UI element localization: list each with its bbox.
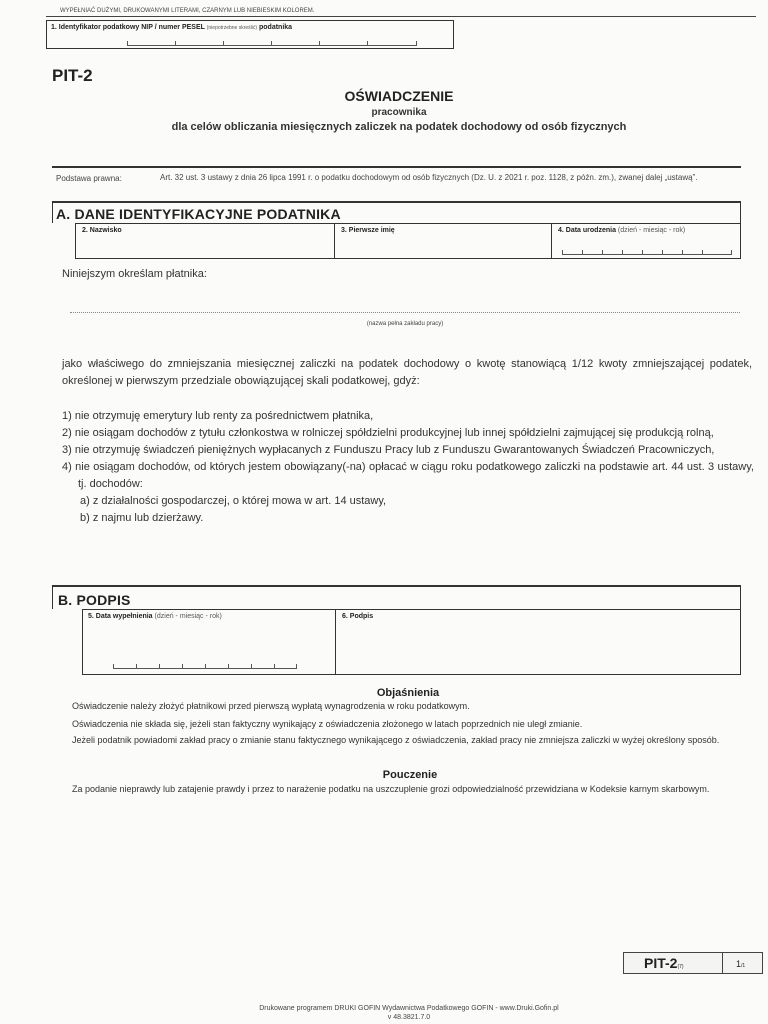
conditions-list [62,408,754,527]
top-rule [46,16,756,17]
birth-date-field[interactable] [551,223,741,259]
warning-title: Pouczenie [382,769,438,781]
surname-label: 2. Nazwisko [82,227,122,234]
form-subtitle: pracownika [371,107,427,118]
footer-printer: Drukowane programem DRUKI GOFIN Wydawnictwa Podatkowego GOFIN - www.Druki.Gofin.pl [259,1005,559,1012]
first-name-label: 3. Pierwsze imię [341,227,395,234]
condition-3: 3) nie otrzymuję świadczeń pieniężnych wypłacanych z Funduszu Pracy lub z Funduszu Gwarantowanych Świadczeń Pracowniczych, [62,444,715,456]
tax-id-entry-line [127,37,417,46]
employer-name-field[interactable] [70,312,740,313]
footer-form-version: (7) [677,964,684,970]
fill-instruction: WYPEŁNIAĆ DUŻYMI, DRUKOWANYMI LITERAMI, CZARNYM LUB NIEBIESKIM KOLOREM. [60,8,315,14]
condition-2: 2) nie osiągam dochodów z tytułu członkostwa w rolniczej spółdzielni produkcyjnej lub innej spółdzielni zajmującej się produkcją rolną, [62,427,714,439]
fill-date-hint: (dzień - miesiąc - rok) [154,613,222,620]
legal-basis-label: Podstawa prawna: [56,174,122,183]
surname-field[interactable] [75,223,335,259]
birth-date-label: 4. Data urodzenia [558,227,616,234]
birth-date-hint: (dzień - miesiąc - rok) [617,227,686,234]
fill-date-label: 5. Data wypełnienia [88,613,153,620]
tax-id-field[interactable] [46,20,454,49]
explanations-title: Objaśnienia [376,687,440,699]
employer-intro: Niniejszym określam płatnika: [62,268,207,280]
condition-4: 4) nie osiągam dochodów, od których jestem obowiązany(-na) opłacać w ciągu roku podatkowego zaliczki na podstawie art. 44 ust. 3 ustawy, tj. dochodów: [62,461,754,490]
explanations-body [72,700,754,747]
fill-date-entry-line [113,660,297,669]
condition-1: 1) nie otrzymuję emerytury lub renty za pośrednictwem płatnika, [62,410,374,422]
form-code: PIT-2 [52,66,93,85]
employer-hint: (nazwa pełna zakładu pracy) [366,321,444,327]
explanation-3: Jeżeli podatnik powiadomi zakład pracy o zmianie stanu faktycznego wynikającego z oświadczenia, zakład pracy nie zmniejsza zaliczki w wyżej określony sposób. [72,735,720,745]
section-a-title: A. DANE IDENTYFIKACYJNE PODATNIKA [56,206,341,222]
legal-basis-text: Art. 32 ust. 3 ustawy z dnia 26 lipca 1991 r. o podatku dochodowym od osób fizycznych (Dz. U. z 2021 r. poz. 1128, z późn. zm.), zwanej dalej „ustawą”. [160,173,698,182]
explanation-2: Oświadczenia nie składa się, jeżeli stan faktyczny wynikający z oświadczenia złożonego w latach poprzednich nie uległ zmianie. [72,719,583,729]
footer-form-code: PIT-2 [644,955,678,971]
first-name-field[interactable] [334,223,552,259]
footer-form-box [623,952,763,974]
signature-field[interactable] [335,609,741,675]
footer-page-total: /1 [741,963,746,969]
footer-page-number: 1 [736,959,742,969]
signature-label: 6. Podpis [342,613,374,620]
warning-text: Za podanie nieprawdy lub zatajenie prawdy i przez to narażenie podatku na uszczuplenie grozi odpowiedzialność przewidziana w Kodeksie karnym skarbowym. [72,784,710,794]
section-b-title: B. PODPIS [58,592,131,608]
declaration-text: jako właściwego do zmniejszania miesięcznej zaliczki na podatek dochodowy o kwotę stanowiącą 1/12 kwoty zmniejszającej podatek, określonej w pierwszym przedziale obowiązującej skali podatkowej, gdyż: [62,358,752,387]
condition-4a: a) z działalności gospodarczej, o której mowa w art. 14 ustawy, [80,495,387,507]
legal-basis-rule [52,166,741,168]
tax-id-hint: (niepotrzebne skreślić) [206,25,258,31]
form-purpose: dla celów obliczania miesięcznych zaliczek na podatek dochodowy od osób fizycznych [171,121,627,133]
tax-id-label: 1. Identyfikator podatkowy NIP / numer PESEL [51,24,205,31]
tax-id-suffix: podatnika [259,24,293,31]
explanation-1: Oświadczenie należy złożyć płatnikowi przed pierwszą wypłatą wynagrodzenia w roku podatkowym. [72,701,470,711]
fill-date-field[interactable] [82,609,336,675]
footer-version: v 48.3821.7.0 [387,1014,431,1021]
birth-date-entry-line [562,246,732,255]
form-title: OŚWIADCZENIE [344,88,454,104]
condition-4b: b) z najmu lub dzierżawy. [80,512,204,524]
